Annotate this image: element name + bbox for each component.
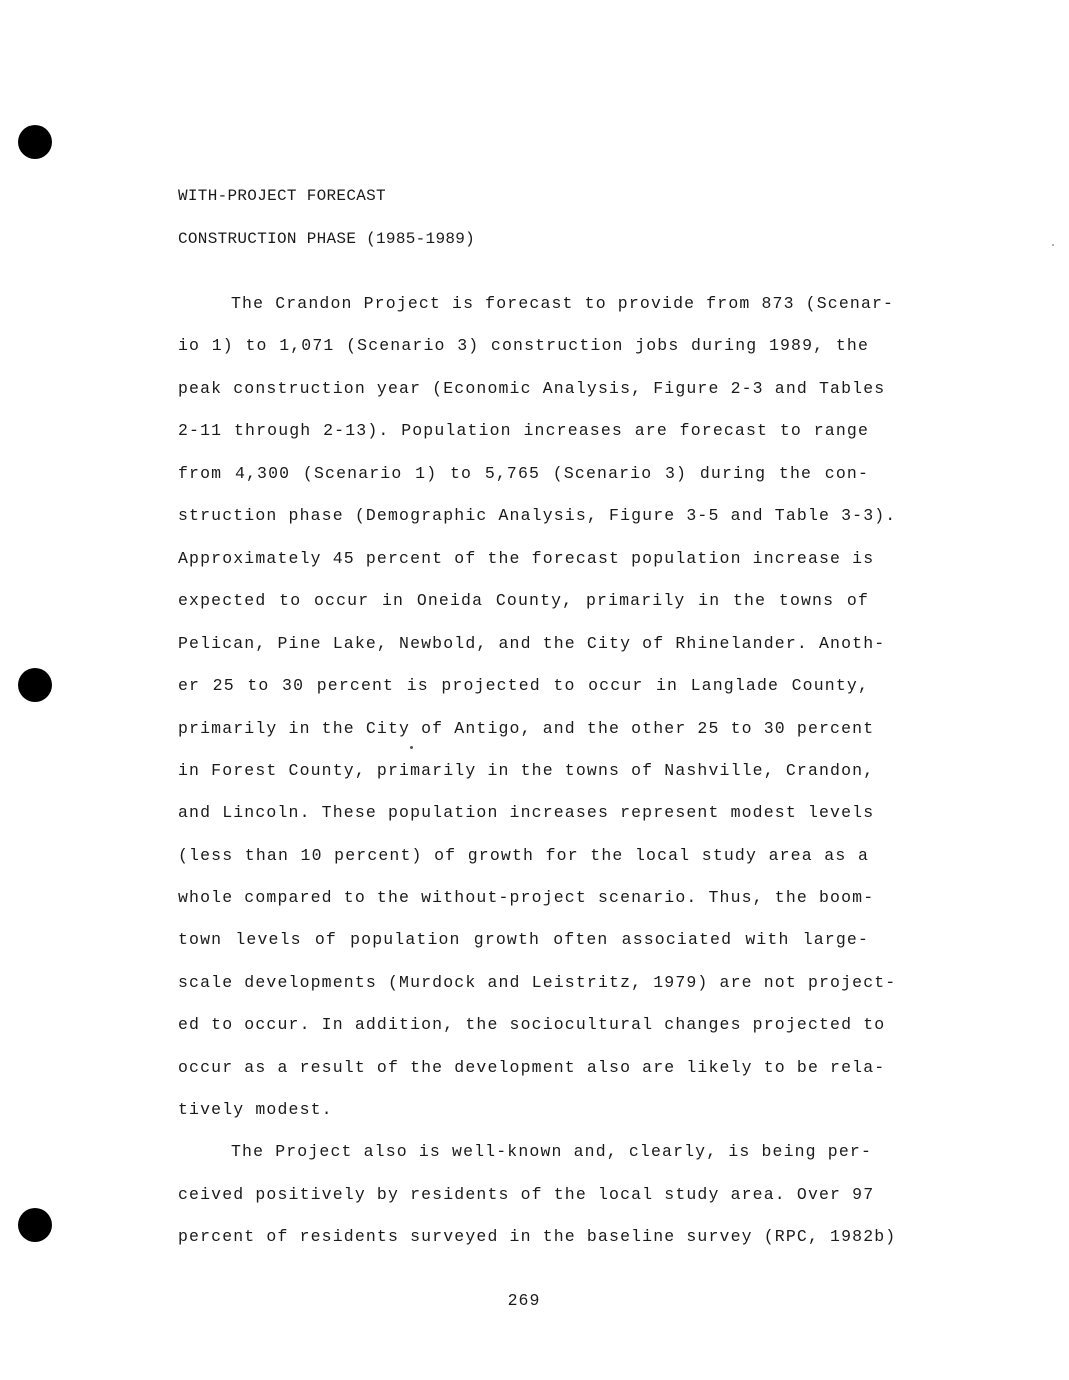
text-line: er 25 to 30 percent is projected to occur in Langlade County,: [178, 676, 869, 695]
text-line: The Crandon Project is forecast to provide from 873 (Scenar-: [231, 294, 895, 313]
text-line: ed to occur. In addition, the sociocultural changes projected to: [178, 1015, 886, 1034]
text-line: peak construction year (Economic Analysis, Figure 2-3 and Tables: [178, 379, 886, 398]
text-line: Pelican, Pine Lake, Newbold, and the City of Rhinelander. Anoth-: [178, 634, 886, 653]
text-line: expected to occur in Oneida County, primarily in the towns of: [178, 591, 869, 610]
text-line: (less than 10 percent) of growth for the local study area as a: [178, 846, 869, 865]
text-line: from 4,300 (Scenario 1) to 5,765 (Scenario 3) during the con-: [178, 464, 869, 483]
text-line: struction phase (Demographic Analysis, Figure 3-5 and Table 3-3).: [178, 506, 897, 525]
binder-hole-bottom: [18, 1208, 52, 1242]
text-line: town levels of population growth often associated with large-: [178, 930, 869, 949]
text-line: ceived positively by residents of the local study area. Over 97: [178, 1185, 875, 1204]
subsection-heading: CONSTRUCTION PHASE (1985-1989): [178, 230, 476, 248]
binder-hole-top: [18, 125, 52, 159]
text-line: io 1) to 1,071 (Scenario 3) construction jobs during 1989, the: [178, 336, 869, 355]
page-number: 269: [507, 1291, 541, 1310]
text-line: scale developments (Murdock and Leistritz, 1979) are not project-: [178, 973, 897, 992]
text-line: percent of residents surveyed in the baseline survey (RPC, 1982b): [178, 1227, 897, 1246]
binder-hole-middle: [18, 668, 52, 702]
section-heading: WITH-PROJECT FORECAST: [178, 187, 386, 205]
text-line: 2-11 through 2-13). Population increases are forecast to range: [178, 421, 869, 440]
text-line: whole compared to the without-project scenario. Thus, the boom-: [178, 888, 875, 907]
text-line: occur as a result of the development also are likely to be rela-: [178, 1058, 886, 1077]
text-line-last: tively modest.: [178, 1100, 333, 1119]
scan-speck: [410, 746, 413, 749]
scan-speck: [1052, 244, 1054, 246]
text-line: Approximately 45 percent of the forecast population increase is: [178, 549, 875, 568]
text-line: The Project also is well-known and, clearly, is being per-: [231, 1142, 872, 1161]
text-line: and Lincoln. These population increases represent modest levels: [178, 803, 875, 822]
text-line: in Forest County, primarily in the towns of Nashville, Crandon,: [178, 761, 875, 780]
text-line: primarily in the City of Antigo, and the other 25 to 30 percent: [178, 719, 875, 738]
